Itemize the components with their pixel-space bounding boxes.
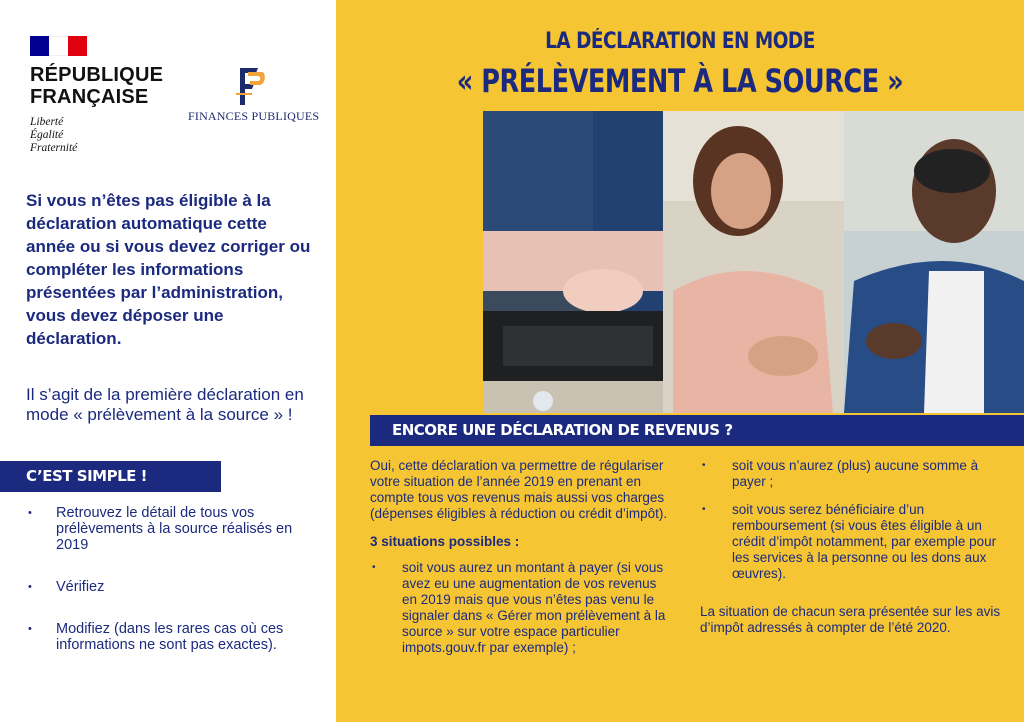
section-paragraph: Oui, cette déclaration va permettre de régulariser votre situation de l’année 2019 en prenant en compte tous vos revenus mais aussi vos charges (dépenses éligibles à réduction ou crédit d’impôt).: [370, 458, 668, 521]
section-banner: ENCORE UNE DÉCLARATION DE REVENUS ?: [370, 415, 1024, 446]
republic-motto: Liberté Égalité Fraternité: [30, 116, 78, 154]
situations-list: [370, 560, 670, 656]
intro-note: Il s’agit de la première déclaration en mode « prélèvement à la source » !: [26, 385, 304, 424]
intro-text: Si vous n’êtes pas éligible à la déclaration automatique cette année ou si vous devez corriger ou compléter les informations présentées par l’administration, vous devez déposer une déclaration.: [26, 191, 311, 348]
situations-list-continued: [700, 458, 1010, 582]
simple-banner: C’EST SIMPLE !: [0, 461, 221, 492]
situations-subtitle: 3 situations possibles :: [370, 534, 520, 549]
finances-publiques-logo: [226, 64, 270, 108]
left-panel: [0, 0, 336, 722]
photo-hands-laptop: [483, 111, 663, 413]
list-item: • Retrouvez le détail de tous vos prélèvements à la source réalisés en 2019: [26, 505, 316, 553]
section-right-column: [700, 458, 1010, 636]
list-item: • soit vous serez bénéficiaire d’un remboursement (si vous êtes éligible à un crédit d’impôt notamment, par exemple pour les services à la personne ou les dons aux œuvres).: [700, 502, 1010, 582]
page-title-line1: LA DÉCLARATION EN MODE: [545, 29, 815, 54]
photo-smiling-woman: [663, 111, 844, 413]
simple-list: [26, 505, 316, 679]
marianne-flag-logo: [30, 36, 87, 56]
agency-name: FINANCES PUBLIQUES: [188, 109, 320, 123]
closing-text: La situation de chacun sera présentée sur les avis d’impôt adressés à compter de l’été 2020.: [700, 604, 1001, 635]
list-item: • Modifiez (dans les rares cas où ces informations ne sont pas exactes).: [26, 621, 316, 653]
photo-smiling-man: [844, 111, 1024, 413]
list-item: • soit vous n’aurez (plus) aucune somme à payer ;: [700, 458, 1010, 490]
section-left-column: [370, 458, 670, 656]
page-title-line2: « PRÉLÈVEMENT À LA SOURCE »: [456, 62, 904, 100]
republic-name: RÉPUBLIQUE FRANÇAISE: [30, 64, 164, 108]
list-item: • Vérifiez: [26, 579, 316, 595]
list-item: • soit vous aurez un montant à payer (si vous avez eu une augmentation de vos revenus en 2019 mais que vous n’êtes pas venu le signaler dans « Gérer mon prélèvement à la source » sur votre espace particulier impots.gouv.fr par exemple) ;: [370, 560, 670, 656]
